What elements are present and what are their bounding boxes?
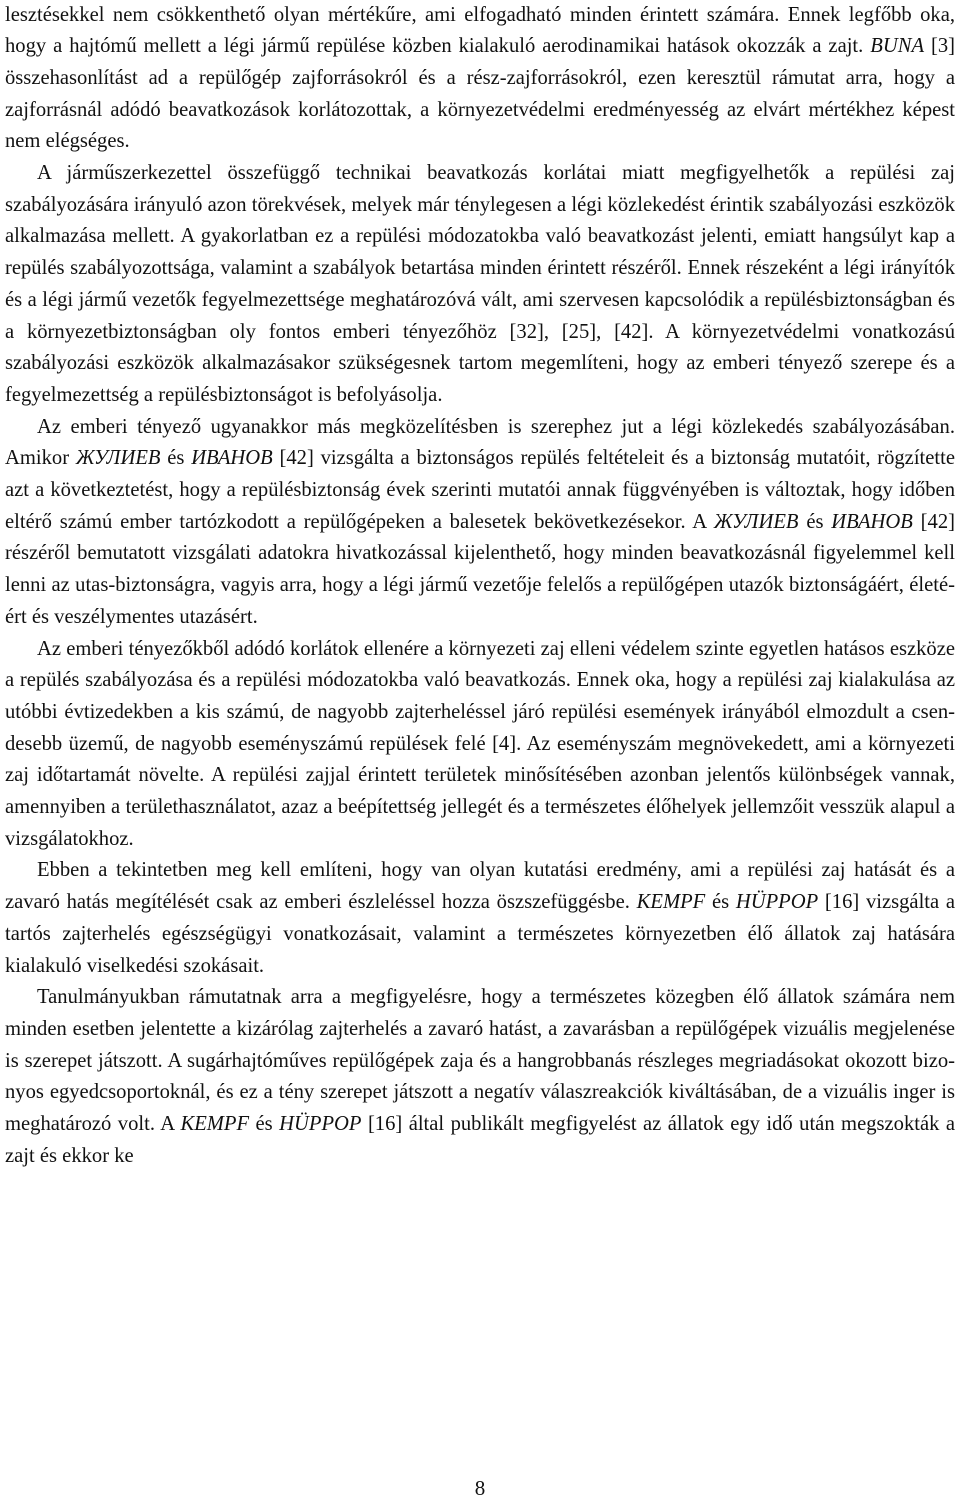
author-name: ЖУЛИЕВ [713, 510, 799, 533]
text-run: és [160, 447, 192, 470]
author-name: HÜPPOP [735, 891, 819, 914]
text-run: lesztésekkel nem csökkenthető olyan mértékűre, ami elfogadható minden érintett számára. Ennek legfőbb oka, hogy a hajtómű mellett a légi jármű repülése közben kialakuló aerodinamikai hatások okozzák a zajt. [5, 3, 955, 58]
text-run: és [798, 510, 832, 533]
text-run: [42] vizsgálta a biztonságos repülés feltételeit és a biztonság mutatóit, rögzítette azt a következtetést, hogy a repülésbiztonság évek szerinti mutatói annak függvényében is változtak, hogy időben eltérő számú ember tartózkodott a repülőgépeken a balesetek bekövetkezésekor. A [5, 447, 955, 533]
author-name: BUNA [870, 35, 925, 58]
text-run: A járműszerkezettel összefüggő technikai beavatkozás korlátai miatt megfigyelhetők a repülési zaj szabályozására irányuló azon törekvések, melyek már ténylegesen a légi közlekedést érintik szabályozási eszközök alkalmazása mellett. A gyakorlatban ez a repülési módozatokba való beavatkozást jelenti, emiatt hangsúlyt kap a repülés szabályozottsága, valamint a szabályok betartása minden érintett részéről. Ennek részeként a légi irányítók és a légi jármű vezetők fegyelmezettsége meghatározóvá vált, ami szervesen kapcsolódik a repülésbiztonságban és a környezetbiztonságban oly fontos emberi tényezőhöz [32], [25], [42]. A környezetvédelmi vonatkozású szabályozási eszközök alkalmazásakor szükségesnek tartom megemlíteni, hogy az emberi tényező szerepe és a fegyelmezettség a repülésbiztonságot is befolyásolja. [5, 162, 955, 406]
text-run: [16] által publikált megfigyelést az állatok egy idő után megszokták a zajt és ekkor ke [5, 1113, 956, 1167]
page-number: 8 [474, 1476, 486, 1500]
author-name: HÜPPOP [279, 1113, 362, 1136]
author-name: KEMPF [636, 891, 706, 914]
text-run: Az emberi tényezőkből adódó korlátok ellenére a környezeti zaj elleni védelem szinte egyetlen hatásos eszköze a repülés szabályozása és a repülési módozatokba való beavatkozás. Ennek oka, hogy a repülési zaj kialakulása az utóbbi évtizedekben a kis számú, de nagyobb zajterheléssel járó repülési események irányából elmozdult a csendesebb üzemű, de nagyobb eseményszámú repülések felé [4]. Az eseményszám megnövekedett, ami a környezeti zaj időtartamát növelte. A repülési zajjal érintett területek minősítésében azonban jelentős különbségek vannak, amennyiben a területhasználatot, azaz a beépítettség jellegét és a természetes élőhelyek jellemzőit vesszük alapul a vizsgálatokhoz. [5, 637, 955, 850]
body-paragraph [5, 0, 955, 158]
text-run: Tanulmányukban rámutatnak arra a megfigyelésre, hogy a természetes közegben élő állatok számára nem minden esetben jelentette a kizárólag zajterhelés a zavaró hatást, a zavarásban a repülőgépek vizuális megjelenése is szerepet játszott. A sugárhajtóműves repülőgépek zaja és a hangrobbanás részleges megriadásokat okozott bizonyos egyedcsoportoknál, és ez a tény szerepet játszott a negatív válaszreakciók kiváltásában, de a vizuális inger is meghatározó volt. A [5, 986, 955, 1136]
document-page [5, 0, 955, 1173]
text-run: Az emberi tényező ugyanakkor más megközelítésben is szerephez jut a légi közlekedés szabályozásában. Amikor [5, 415, 955, 470]
text-run: [3] összehasonlítást ad a repülőgép zajforrásokról és a rész-zajforrásokról, ezen keresztül rámutat arra, hogy a zajforrásnál adódó beavatkozások korlátozottak, a környezetvédelmi eredményesség az elvárt mértékhez képest nem elégséges. [5, 35, 955, 153]
text-run: Ebben a tekintetben meg kell említeni, hogy van olyan kutatási eredmény, ami a repülési zaj hatását és a zavaró hatás megítélését csak az emberi észleléssel hozza öszszefüggésbe. [5, 859, 955, 914]
text-run: és [249, 1113, 280, 1136]
author-name: KEMPF [180, 1113, 250, 1136]
body-paragraph [5, 412, 955, 634]
body-paragraph [5, 855, 955, 982]
text-run: és [705, 891, 736, 914]
body-paragraph [5, 634, 955, 856]
text-run: [42] részéről bemutatott vizsgálati adatokra hivatkozással kijelenthető, hogy minden beavatkozásnál figyelemmel kell lenni az utas-biztonságra, vagyis arra, hogy a légi jármű vezetője felelős a repülőgépen utazók biztonságáért, életéért és veszélymentes utazásért. [5, 510, 955, 628]
body-paragraph [5, 982, 955, 1172]
author-name: ИВАНОВ [191, 447, 273, 470]
author-name: ЖУЛИЕВ [75, 447, 161, 470]
author-name: ИВАНОВ [831, 510, 913, 533]
body-paragraph [5, 158, 955, 412]
text-run: [16] vizsgálta a tartós zajterhelés egészségügyi vonatkozásait, valamint a természetes környezetben élő állatok zaj hatására kialakuló viselkedési szokásait. [5, 891, 956, 977]
